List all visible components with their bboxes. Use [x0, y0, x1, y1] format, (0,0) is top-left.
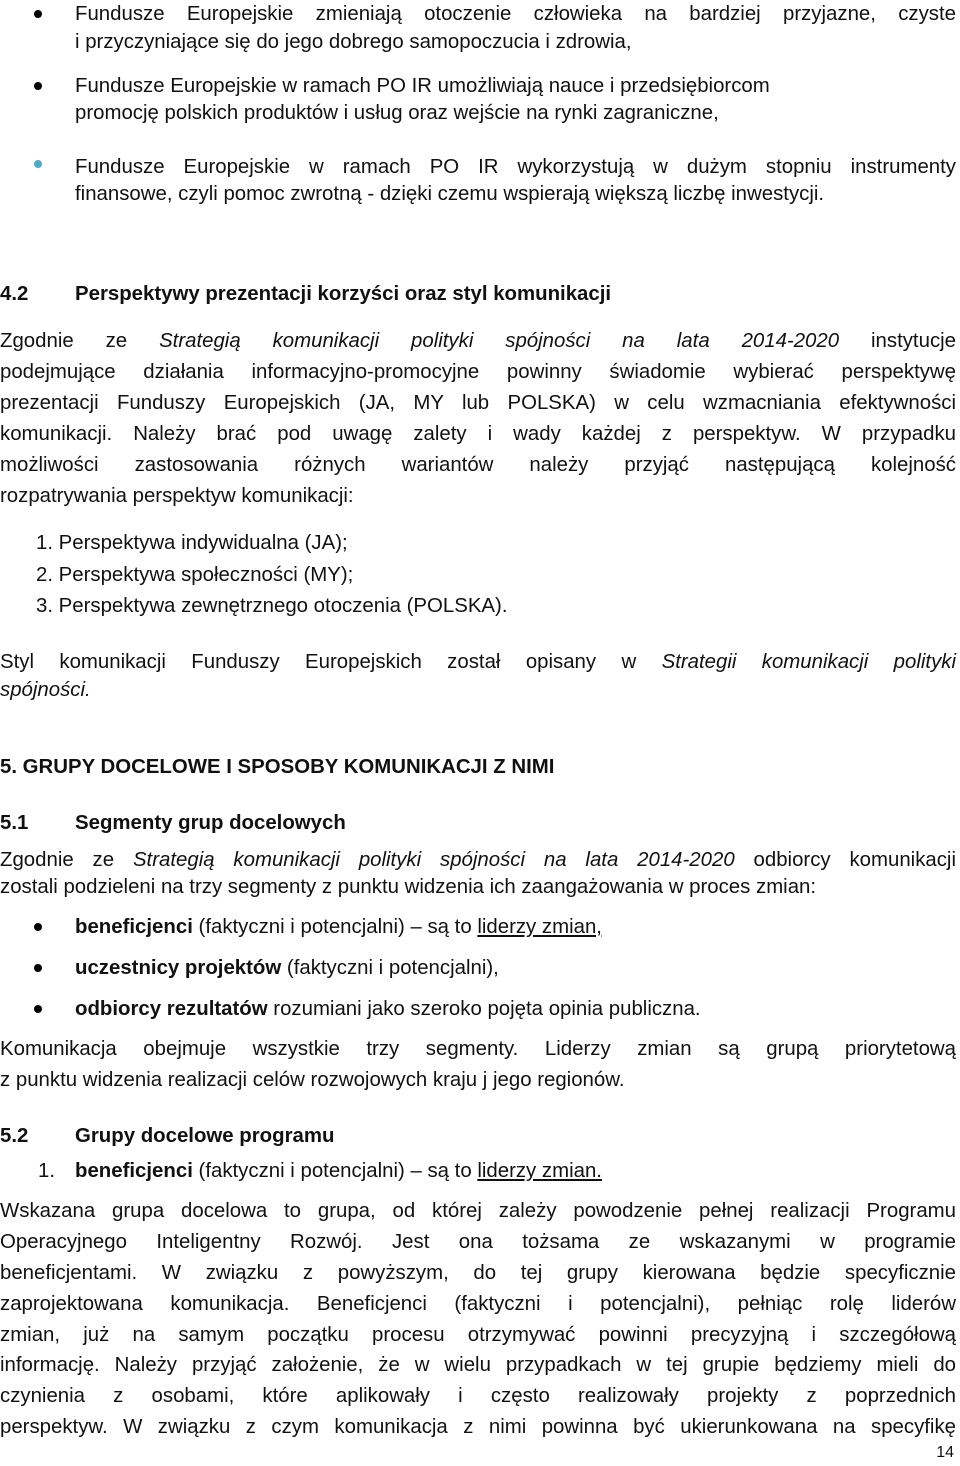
- paragraph-line: zaprojektowana komunikacja. Beneficjenci (faktyczni i potencjalni), pełniąc rolę liderów: [0, 1293, 956, 1315]
- list-item-number: 1.: [38, 1160, 56, 1182]
- paragraph-line: Komunikacja obejmuje wszystkie trzy segmenty. Liderzy zmian są grupą priorytetową: [0, 1038, 956, 1060]
- section-number: 4.2: [0, 283, 29, 305]
- list-item: 1. Perspektywa indywidualna (JA);: [36, 532, 348, 554]
- section-heading: Perspektywy prezentacji korzyści oraz styl komunikacji: [75, 283, 612, 305]
- paragraph-line: prezentacji Funduszy Europejskich (JA, MY lub POLSKA) w celu wzmacniania efektywności: [0, 392, 956, 414]
- list-item: 2. Perspektywa społeczności (MY);: [36, 564, 354, 586]
- bullet-1-line-2: i przyczyniające się do jego dobrego samopoczucia i zdrowia,: [75, 31, 632, 53]
- paragraph-line: Operacyjnego Inteligentny Rozwój. Jest ona tożsama ze wskazanymi w programie: [0, 1231, 956, 1253]
- segment-bullet: beneficjenci (faktyczni i potencjalni) – są to liderzy zmian,: [75, 916, 602, 938]
- bullet-dot: [34, 1005, 42, 1013]
- paragraph-line: Wskazana grupa docelowa to grupa, od której zależy powodzenie pełnej realizacji Programu: [0, 1200, 956, 1222]
- paragraph-line: zostali podzieleni na trzy segmenty z punktu widzenia ich zaangażowania w proces zmian:: [0, 876, 817, 898]
- paragraph-line: Zgodnie ze Strategią komunikacji polityki spójności na lata 2014-2020 odbiorcy komunikacji: [0, 849, 956, 871]
- paragraph-line: Zgodnie ze Strategią komunikacji polityki spójności na lata 2014-2020 instytucje: [0, 330, 957, 352]
- bullet-dot: [34, 10, 42, 18]
- section-number: 5.2: [0, 1125, 29, 1147]
- bullet-2-line-1: Fundusze Europejskie w ramach PO IR umożliwiają nauce i przedsiębiorcom: [75, 75, 770, 97]
- paragraph-line: beneficjentami. W związku z powyższym, do tej grupy kierowana będzie specyficznie: [0, 1262, 956, 1284]
- bullet-dot: [34, 923, 42, 931]
- list-item: beneficjenci (faktyczni i potencjalni) – są to liderzy zmian.: [75, 1160, 602, 1182]
- page-number: 14: [936, 1444, 954, 1461]
- section-heading: Segmenty grup docelowych: [75, 812, 346, 834]
- bullet-dot: [34, 82, 42, 90]
- bullet-3-line-2: finansowe, czyli pomoc zwrotną - dzięki czemu wspierają większą liczbę inwestycji.: [75, 183, 825, 205]
- section-number: 5.1: [0, 812, 29, 834]
- paragraph-line: podejmujące działania informacyjno-promocyjne powinny świadomie wybierać perspektywę: [0, 361, 956, 383]
- bullet-1-line-1: Fundusze Europejskie zmieniają otoczenie człowieka na bardziej przyjazne, czyste: [75, 3, 956, 25]
- paragraph-line: perspektyw. W związku z czym komunikacja z nimi powinna być ukierunkowana na specyfikę: [0, 1416, 956, 1438]
- paragraph-line: możliwości zastosowania różnych wariantów należy przyjąć następującą kolejność: [0, 454, 956, 476]
- bullet-2-line-2: promocję polskich produktów i usług oraz wejście na rynki zagraniczne,: [75, 102, 719, 124]
- paragraph-line: zmian, już na samym początku procesu otrzymywać powinni precyzyjną i szczegółową: [0, 1324, 956, 1346]
- chapter-heading: 5. GRUPY DOCELOWE I SPOSOBY KOMUNIKACJI Z NIMI: [0, 756, 555, 778]
- paragraph-line: z punktu widzenia realizacji celów rozwojowych kraju j jego regionów.: [0, 1069, 625, 1091]
- bullet-dot: [34, 160, 42, 168]
- list-item: 3. Perspektywa zewnętrznego otoczenia (POLSKA).: [36, 595, 508, 617]
- paragraph-line: Styl komunikacji Funduszy Europejskich został opisany w Strategii komunikacji polityki: [0, 651, 957, 673]
- paragraph-line: czynienia z osobami, które aplikowały i często realizowały projekty z poprzednich: [0, 1385, 956, 1407]
- segment-bullet: uczestnicy projektów (faktyczni i potencjalni),: [75, 957, 499, 979]
- paragraph-line: rozpatrywania perspektyw komunikacji:: [0, 485, 354, 507]
- paragraph-line: informację. Należy przyjąć założenie, że w wielu przypadkach w tej grupie będziemy mieli do: [0, 1354, 956, 1376]
- section-heading: Grupy docelowe programu: [75, 1125, 335, 1147]
- paragraph-line: komunikacji. Należy brać pod uwagę zalety i wady każdej z perspektyw. W przypadku: [0, 423, 956, 445]
- bullet-3-line-1: Fundusze Europejskie w ramach PO IR wykorzystują w dużym stopniu instrumenty: [75, 156, 956, 178]
- paragraph-line: spójności.: [0, 679, 91, 701]
- bullet-dot: [34, 964, 42, 972]
- segment-bullet: odbiorcy rezultatów rozumiani jako szeroko pojęta opinia publiczna.: [75, 998, 701, 1020]
